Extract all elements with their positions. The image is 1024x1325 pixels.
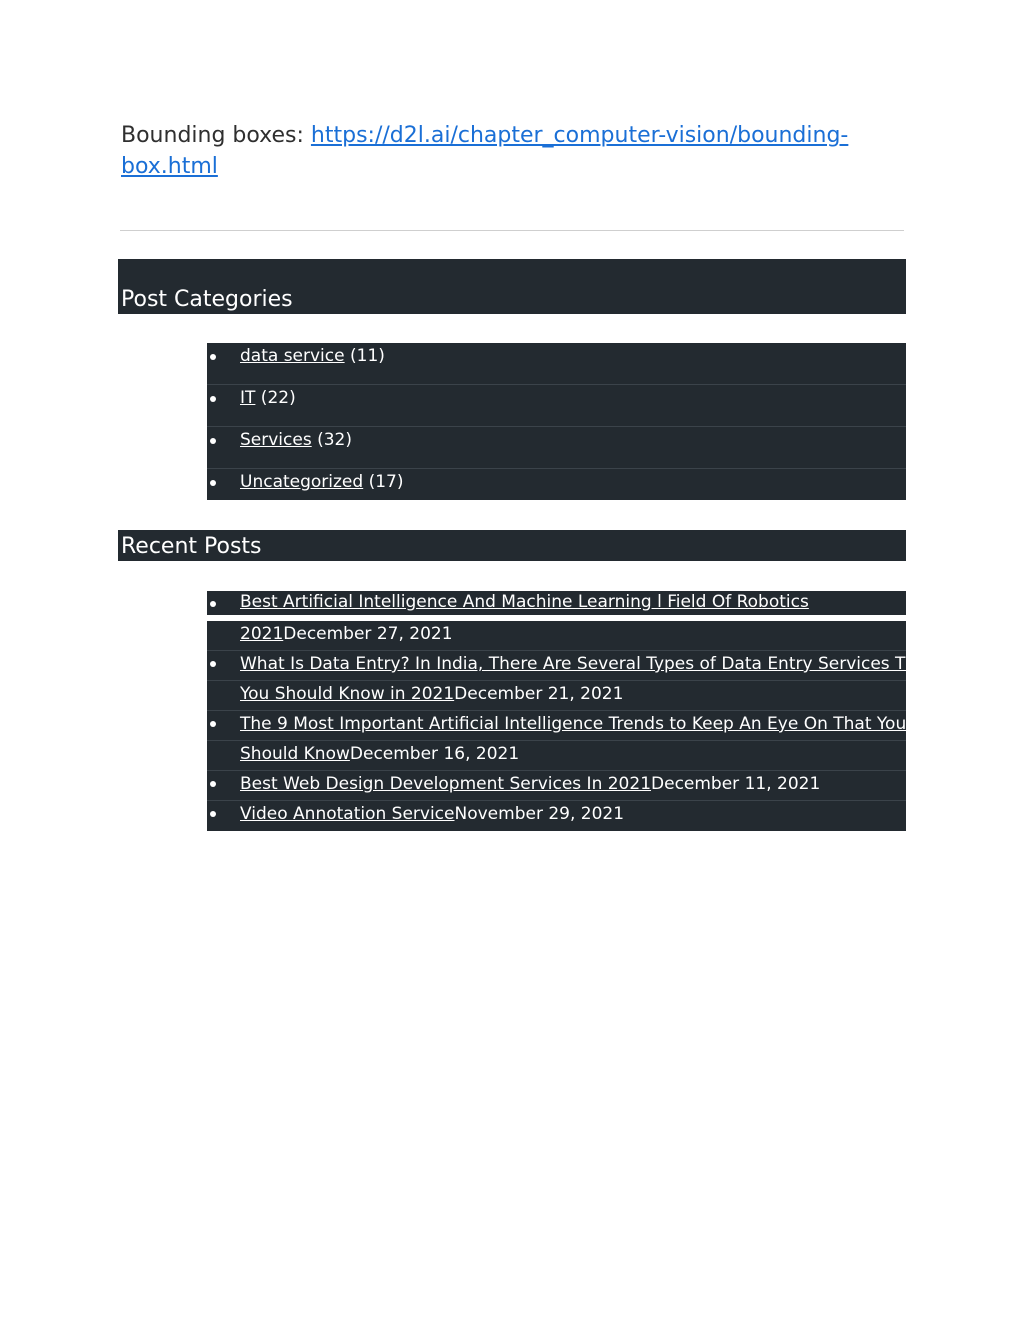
bullet-icon (210, 661, 216, 667)
category-count: (32) (311, 430, 352, 450)
bullet-icon (210, 721, 216, 727)
category-link-it[interactable]: IT (240, 388, 256, 408)
post-link-3[interactable]: The 9 Most Important Artificial Intelligence Trends to Keep An Eye On That You (240, 714, 907, 734)
list-item (207, 427, 906, 469)
post-date: December 16, 2021 (349, 744, 520, 764)
post-link-2-cont[interactable]: You Should Know in 2021 (240, 684, 455, 704)
category-count: (22) (255, 388, 296, 408)
post-link-2[interactable]: What Is Data Entry? In India, There Are Several Types of Data Entry Services That (240, 654, 934, 674)
post-date: December 11, 2021 (651, 774, 821, 794)
post-date: November 29, 2021 (454, 804, 625, 824)
post-link-1-cont[interactable]: 2021 (240, 624, 284, 644)
post-link-3-cont[interactable]: Should Know (240, 744, 350, 764)
list-item (207, 771, 906, 801)
list-item (207, 801, 906, 831)
list-item (207, 469, 906, 500)
recent-posts-list (207, 591, 934, 831)
link-line-1: https://d2l.ai/chapter_computer-vision/bounding- (310, 123, 849, 148)
category-count: (11) (344, 346, 385, 366)
bullet-icon (210, 811, 216, 817)
category-list (207, 343, 906, 500)
category-link-uncategorized[interactable]: Uncategorized (240, 472, 364, 492)
post-categories-header (118, 259, 906, 314)
list-item (207, 651, 934, 681)
post-link-1[interactable]: Best Artificial Intelligence And Machine Learning l Field Of Robotics (240, 592, 809, 612)
post-link-4[interactable]: Best Web Design Development Services In 2021 (240, 774, 652, 794)
list-item-continuation (207, 621, 906, 651)
recent-posts-title: Recent Posts (121, 534, 262, 559)
intro-label: Bounding boxes: (121, 123, 311, 148)
bullet-icon (210, 601, 216, 607)
list-item (207, 343, 906, 385)
bullet-icon (210, 438, 216, 444)
list-item (207, 385, 906, 427)
link-line-2: box.html (121, 154, 218, 179)
list-item-continuation (207, 681, 906, 711)
bullet-icon (210, 781, 216, 787)
post-link-5[interactable]: Video Annotation Service (240, 804, 455, 824)
post-date: December 27, 2021 (283, 624, 453, 644)
category-link-data-service[interactable]: data service (240, 346, 345, 366)
recent-posts-header (118, 530, 906, 561)
list-item (207, 711, 906, 741)
bullet-icon (210, 396, 216, 402)
post-categories-title: Post Categories (121, 287, 293, 312)
list-item-continuation (207, 741, 906, 771)
bullet-icon (210, 354, 216, 360)
list-item (207, 591, 906, 615)
post-date: December 21, 2021 (454, 684, 624, 704)
category-link-services[interactable]: Services (240, 430, 312, 450)
bullet-icon (210, 480, 216, 486)
category-count: (17) (363, 472, 404, 492)
section-divider (120, 230, 904, 231)
intro-paragraph (121, 120, 881, 182)
